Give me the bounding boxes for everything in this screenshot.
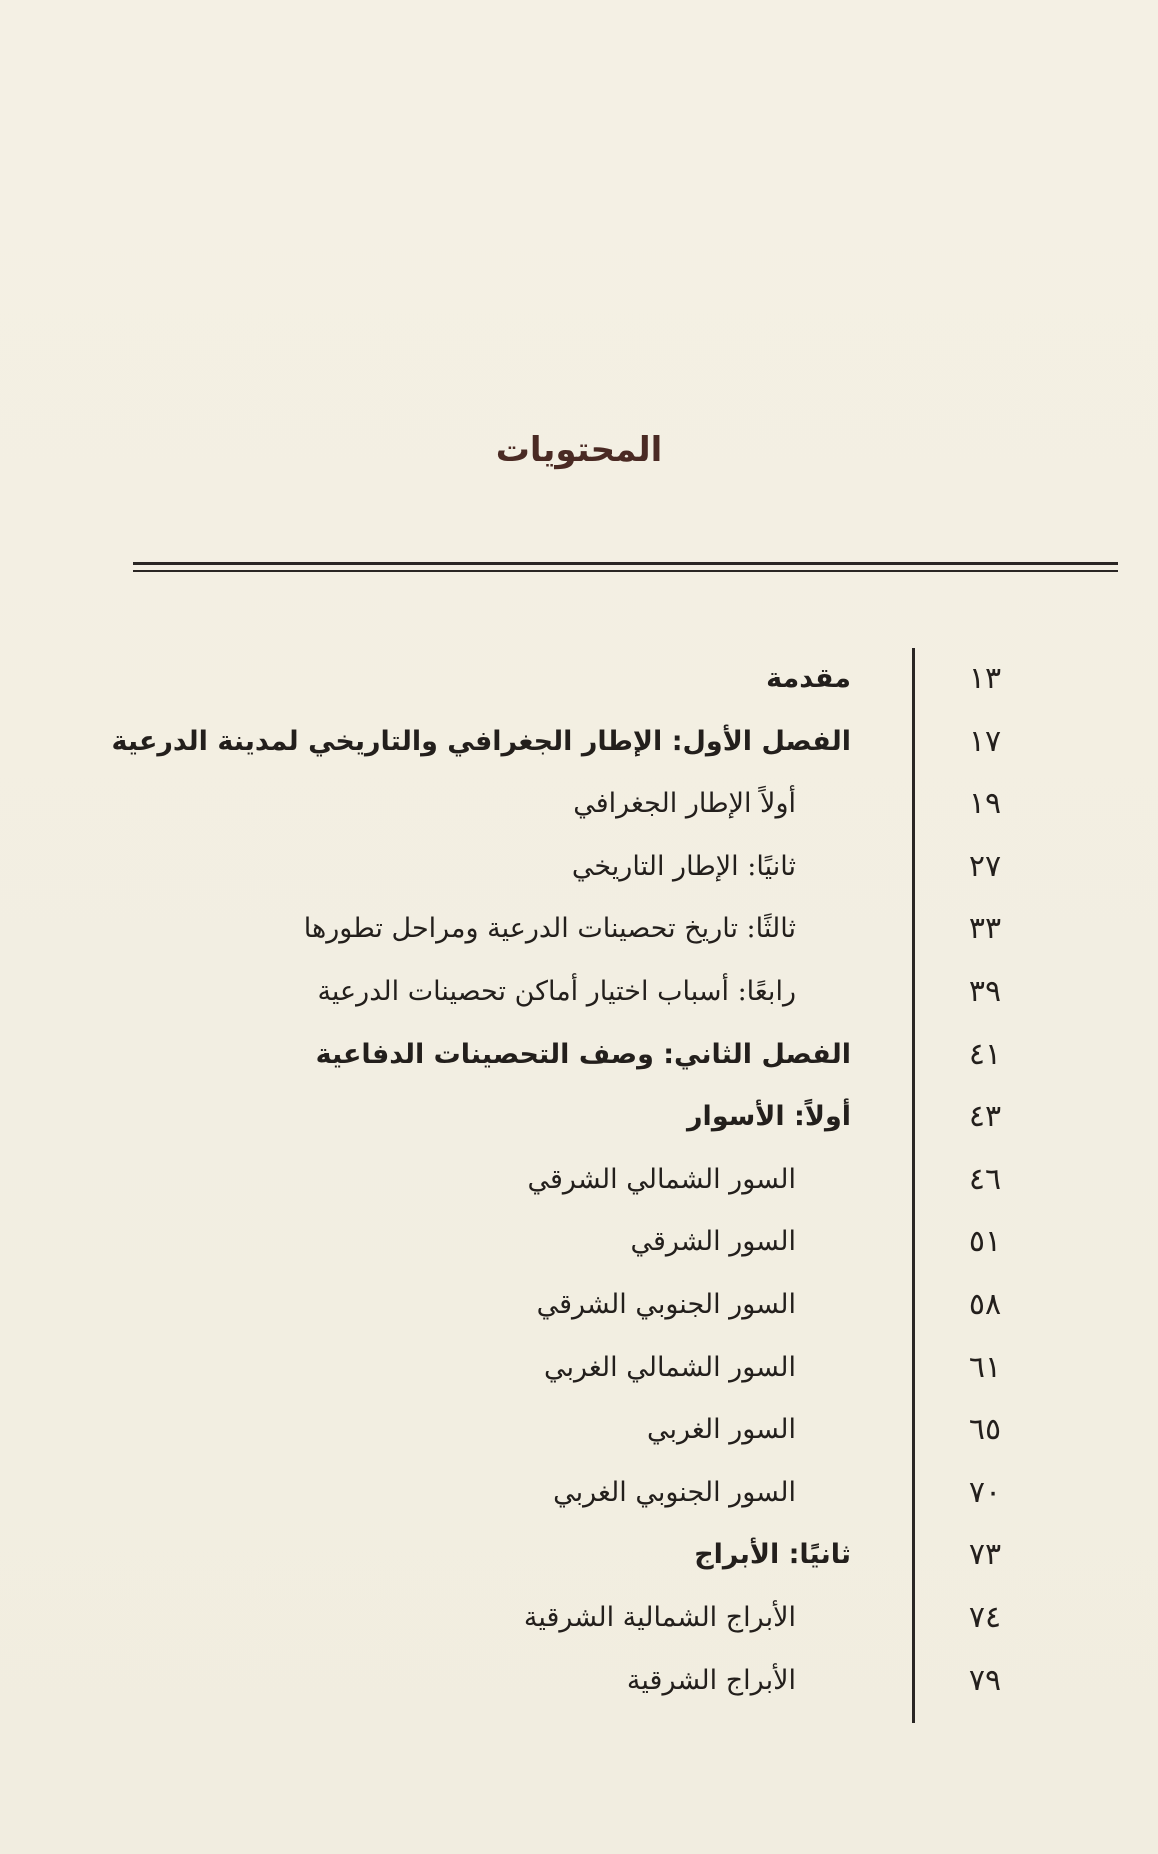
toc-row [0, 1656, 1158, 1706]
toc-section-title: السور الشرقي [630, 1226, 796, 1258]
toc-row [0, 842, 1158, 892]
toc-chapter-title: مقدمة [766, 663, 851, 694]
toc-row [0, 1092, 1158, 1142]
toc-row [0, 1405, 1158, 1455]
toc-row [0, 1530, 1158, 1580]
toc-row [0, 1343, 1158, 1393]
toc-row [0, 904, 1158, 954]
toc-page-number: ١٣ [968, 661, 1002, 696]
toc-section-title: الأبراج الشرقية [626, 1664, 796, 1696]
toc-row [0, 1030, 1158, 1080]
toc-chapter-title: الفصل الأول: الإطار الجغرافي والتاريخي لمدينة الدرعية [111, 725, 851, 757]
toc-row [0, 1155, 1158, 1205]
toc-row [0, 1468, 1158, 1518]
toc-section-title: ثانيًا: الإطار التاريخي [571, 850, 796, 882]
toc-chapter-title: الفصل الثاني: وصف التحصينات الدفاعية [315, 1038, 851, 1070]
toc-chapter-title: ثانيًا: الأبراج [694, 1539, 851, 1571]
toc-page-number: ٢٧ [968, 848, 1002, 884]
toc-page-number: ٦٥ [968, 1412, 1002, 1448]
toc-page-number: ٣٩ [968, 974, 1002, 1009]
page-title: المحتويات [495, 430, 663, 470]
header-rule-thick [133, 562, 1118, 565]
toc-page-number: ٣٣ [968, 911, 1002, 947]
toc-row [0, 717, 1158, 767]
toc-row [0, 1280, 1158, 1330]
toc-page-number: ٥٨ [968, 1287, 1002, 1322]
toc-section-title: السور الجنوبي الشرقي [536, 1289, 796, 1320]
toc-page-number: ٤٣ [968, 1099, 1002, 1135]
toc-section-title: السور الغربي [646, 1414, 796, 1446]
toc-page-number: ١٧ [968, 723, 1002, 759]
toc-section-title: السور الجنوبي الغربي [553, 1476, 796, 1508]
toc-page-number: ٤٦ [968, 1161, 1002, 1197]
toc-section-title: الأبراج الشمالية الشرقية [523, 1602, 796, 1633]
toc-section-title: رابعًا: أسباب اختيار أماكن تحصينات الدرعية [317, 976, 796, 1007]
toc-page-number: ٧٣ [968, 1537, 1002, 1573]
toc-row [0, 1217, 1158, 1267]
toc-section-title: ثالثًا: تاريخ تحصينات الدرعية ومراحل تطورها [303, 913, 796, 945]
toc-page-number: ٤١ [968, 1036, 1002, 1072]
toc-page-number: ٦١ [968, 1349, 1002, 1385]
toc-row [0, 779, 1158, 829]
toc-row [0, 1593, 1158, 1643]
header-rule-thin [133, 570, 1118, 572]
toc-section-title: السور الشمالي الغربي [543, 1351, 796, 1383]
toc-chapter-title: أولاً: الأسوار [687, 1101, 851, 1133]
toc-page-number: ٧٤ [968, 1600, 1002, 1635]
toc-section-title: السور الشمالي الشرقي [527, 1163, 796, 1195]
toc-row [0, 967, 1158, 1017]
toc-page-number: ٥١ [968, 1224, 1002, 1260]
toc-section-title: أولاً الإطار الجغرافي [573, 788, 796, 820]
toc-row [0, 654, 1158, 704]
toc-page-number: ٧٩ [968, 1662, 1002, 1698]
toc-page-number: ١٩ [968, 786, 1002, 822]
toc-page-number: ٧٠ [968, 1474, 1002, 1510]
